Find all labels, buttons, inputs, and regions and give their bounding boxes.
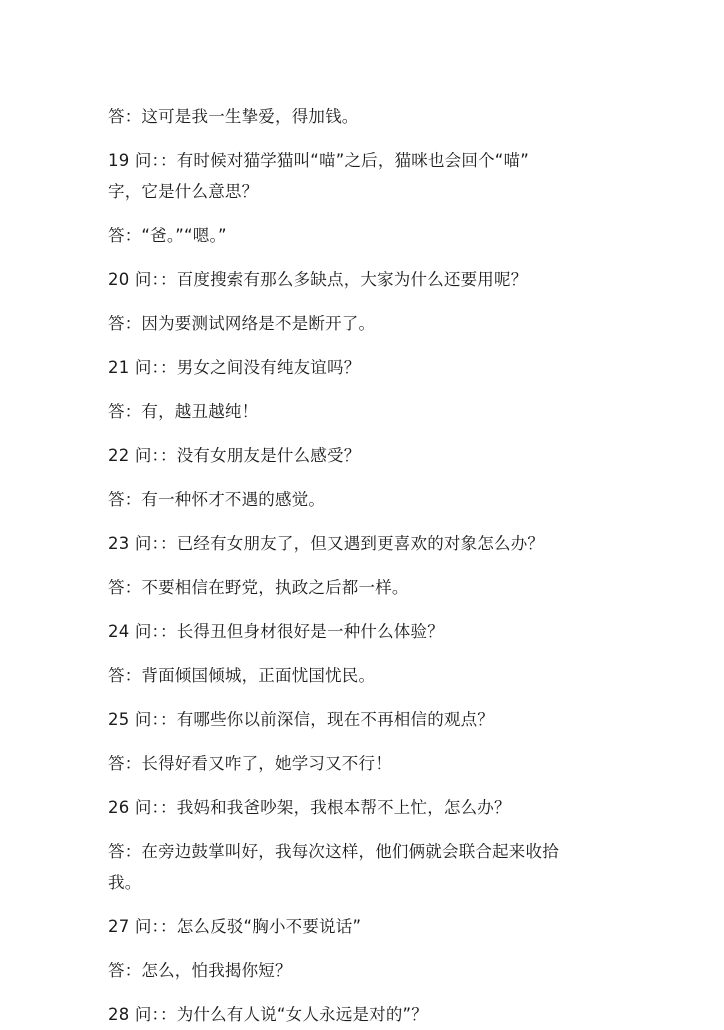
question-line: 21 问：：男女之间没有纯友谊吗？ [108,358,361,377]
question-line: 22 问：：没有女朋友是什么感受？ [108,446,361,465]
question-line: 25 问：：有哪些你以前深信，现在不再相信的观点？ [108,710,494,729]
question-line: 19 问：：有时候对猫学猫叫“喵”之后，猫咪也会回个“喵” [108,151,529,170]
question-line: 24 问：：长得丑但身材很好是一种什么体验？ [108,622,444,641]
question-line: 20 问：：百度搜索有那么多缺点，大家为什么还要用呢？ [108,270,528,289]
answer-line: 答：长得好看又咋了，她学习又不行！ [108,754,392,773]
answer-line: 答：这可是我一生挚爱，得加钱。 [108,107,359,126]
qa-text-body [108,101,618,1030]
answer-line: 答：怎么，怕我揭你短？ [108,961,292,980]
answer-line: 答：不要相信在野党，执政之后都一样。 [108,578,409,597]
answer-line: 答：因为要测试网络是不是断开了。 [108,314,376,333]
question-line: 27 问：：怎么反驳“胸小不要说话” [108,917,362,936]
answer-line: 答：“爸。”“嗯。” [108,226,227,245]
answer-line: 答：背面倾国倾城，正面忧国忧民。 [108,666,376,685]
answer-line-continued: 我。 [108,873,142,892]
answer-line: 答：在旁边鼓掌叫好，我每次这样，他们俩就会联合起来收拾 [108,842,559,861]
question-line: 23 问：：已经有女朋友了，但又遇到更喜欢的对象怎么办？ [108,534,545,553]
question-line: 26 问：：我妈和我爸吵架，我根本帮不上忙，怎么办？ [108,798,511,817]
answer-line: 答：有一种怀才不遇的感觉。 [108,490,326,509]
question-line: 28 问：：为什么有人说“女人永远是对的”？ [108,1005,428,1024]
answer-line: 答：有，越丑越纯！ [108,402,259,421]
question-line-continued: 字，它是什么意思？ [108,182,259,201]
